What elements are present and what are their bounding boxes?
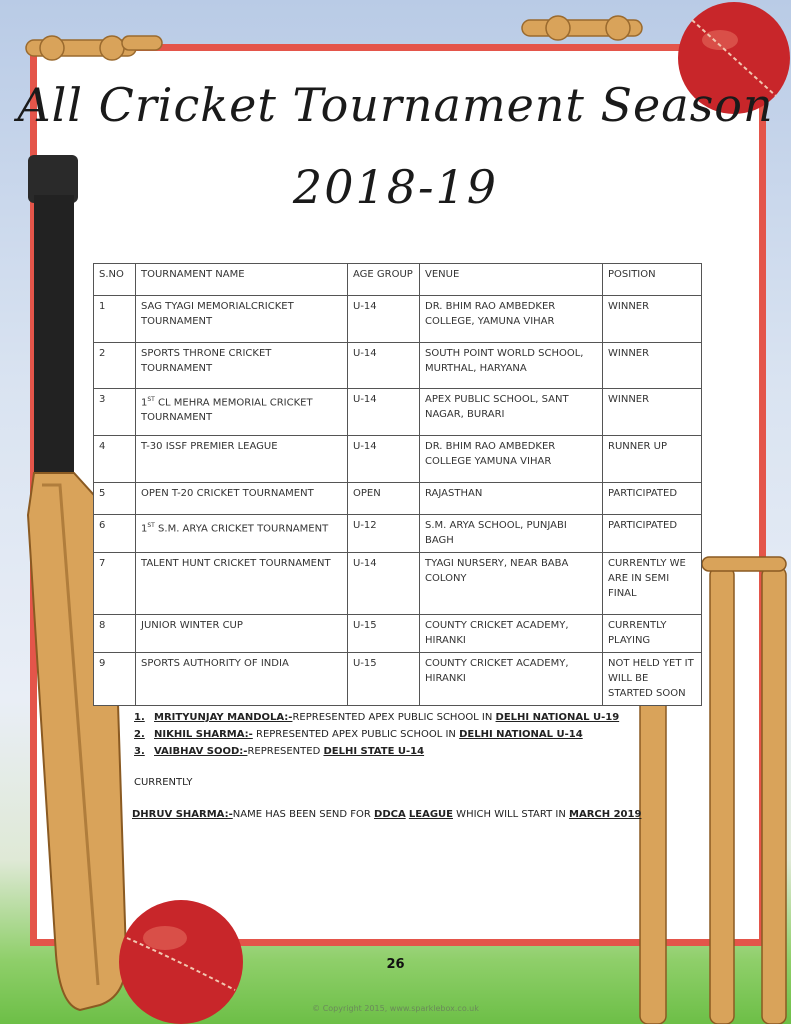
cell-age: U-15 [348, 653, 420, 706]
note-text: WHICH WILL START IN [453, 809, 570, 820]
note-text: REPRESENTED APEX PUBLIC SCHOOL IN [292, 712, 496, 723]
ordinal-number: 1 [141, 397, 148, 409]
note-person: NIKHIL SHARMA:- [154, 729, 253, 740]
note-highlight: DDCA [374, 809, 406, 820]
table-row [94, 483, 702, 515]
cell-name-text: CL MEHRA MEMORIAL CRICKET TOURNAMENT [141, 397, 313, 424]
cell-sno: 8 [94, 615, 136, 653]
cell-sno: 6 [94, 515, 136, 553]
cell-age: U-14 [348, 436, 420, 483]
header-sno: S.NO [94, 264, 136, 296]
note-highlight: LEAGUE [408, 809, 453, 820]
cell-sno: 1 [94, 296, 136, 343]
note-highlight: DELHI STATE U-14 [323, 746, 425, 757]
table-row [94, 343, 702, 389]
cell-venue: S.M. ARYA SCHOOL, PUNJABI BAGH [420, 515, 603, 553]
cell-age: U-15 [348, 615, 420, 653]
note-text: NAME HAS BEEN SEND FOR [232, 809, 375, 820]
cell-sno: 7 [94, 553, 136, 615]
cell-venue: SOUTH POINT WORLD SCHOOL, MURTHAL, HARYANA [420, 343, 603, 389]
table-row [94, 389, 702, 436]
dhruv-note [132, 809, 641, 820]
note-highlight: MARCH 2019 [569, 809, 642, 820]
table-header-row [94, 264, 702, 296]
list-item [134, 746, 619, 763]
table-row [94, 653, 702, 706]
list-item [134, 712, 619, 729]
cell-position: CURRENTLY WE ARE IN SEMI FINAL [603, 553, 702, 615]
cell-position: PARTICIPATED [603, 483, 702, 515]
cell-name: SPORTS AUTHORITY OF INDIA [136, 653, 348, 706]
page-title: All Cricket Tournament Season [17, 78, 774, 132]
cell-name [136, 389, 348, 436]
note-highlight: DELHI NATIONAL U-19 [495, 712, 620, 723]
cell-name [136, 515, 348, 553]
tournament-table [93, 263, 702, 706]
cell-venue: DR. BHIM RAO AMBEDKER COLLEGE YAMUNA VIHAR [420, 436, 603, 483]
cell-name-text: S.M. ARYA CRICKET TOURNAMENT [154, 523, 329, 535]
cell-sno: 5 [94, 483, 136, 515]
cell-venue: APEX PUBLIC SCHOOL, SANT NAGAR, BURARI [420, 389, 603, 436]
cell-sno: 4 [94, 436, 136, 483]
cell-position: WINNER [603, 296, 702, 343]
note-number: 2. [134, 729, 145, 740]
copyright-text: © Copyright 2015, www.sparklebox.co.uk [312, 1004, 479, 1013]
page-number: 26 [386, 957, 405, 972]
cell-position: WINNER [603, 389, 702, 436]
note-highlight: DELHI NATIONAL U-14 [459, 729, 583, 740]
cell-age: U-14 [348, 553, 420, 615]
cell-name: T-30 ISSF PREMIER LEAGUE [136, 436, 348, 483]
table-row [94, 515, 702, 553]
ordinal-suffix: ST [147, 396, 155, 403]
cell-name: SAG TYAGI MEMORIALCRICKET TOURNAMENT [136, 296, 348, 343]
list-item [134, 729, 619, 746]
cell-position: PARTICIPATED [603, 515, 702, 553]
ordinal-suffix: ST [147, 522, 155, 529]
header-position: POSITION [603, 264, 702, 296]
cell-position: CURRENTLY PLAYING [603, 615, 702, 653]
table-row [94, 436, 702, 483]
cell-name: SPORTS THRONE CRICKET TOURNAMENT [136, 343, 348, 389]
cell-venue: COUNTY CRICKET ACADEMY, HIRANKI [420, 653, 603, 706]
cell-venue: DR. BHIM RAO AMBEDKER COLLEGE, YAMUNA VIHAR [420, 296, 603, 343]
header-tournament-name: TOURNAMENT NAME [136, 264, 348, 296]
currently-label: CURRENTLY [134, 777, 193, 788]
cell-age: OPEN [348, 483, 420, 515]
header-age-group: AGE GROUP [348, 264, 420, 296]
note-person: VAIBHAV SOOD:- [154, 746, 248, 757]
top-left-bails-icon [22, 22, 172, 66]
player-notes-list [134, 712, 619, 763]
cell-age: U-12 [348, 515, 420, 553]
cell-venue: RAJASTHAN [420, 483, 603, 515]
top-right-bails-icon [518, 10, 658, 54]
cell-name: JUNIOR WINTER CUP [136, 615, 348, 653]
season-year: 2018-19 [292, 160, 499, 214]
cell-name: TALENT HUNT CRICKET TOURNAMENT [136, 553, 348, 615]
cell-venue: COUNTY CRICKET ACADEMY, HIRANKI [420, 615, 603, 653]
cell-position: RUNNER UP [603, 436, 702, 483]
cell-position: NOT HELD YET IT WILL BE STARTED SOON [603, 653, 702, 706]
note-text: REPRESENTED [247, 746, 324, 757]
cell-sno: 2 [94, 343, 136, 389]
cell-age: U-14 [348, 389, 420, 436]
table-row [94, 553, 702, 615]
ordinal-number: 1 [141, 523, 148, 535]
cell-venue: TYAGI NURSERY, NEAR BABA COLONY [420, 553, 603, 615]
note-person: DHRUV SHARMA:- [132, 809, 233, 820]
cell-age: U-14 [348, 296, 420, 343]
table-row [94, 615, 702, 653]
note-text: REPRESENTED APEX PUBLIC SCHOOL IN [252, 729, 460, 740]
cell-sno: 3 [94, 389, 136, 436]
table-row [94, 296, 702, 343]
header-venue: VENUE [420, 264, 603, 296]
cell-sno: 9 [94, 653, 136, 706]
cell-age: U-14 [348, 343, 420, 389]
cell-name: OPEN T-20 CRICKET TOURNAMENT [136, 483, 348, 515]
note-number: 1. [134, 712, 145, 723]
note-number: 3. [134, 746, 145, 757]
cell-position: WINNER [603, 343, 702, 389]
note-person: MRITYUNJAY MANDOLA:- [154, 712, 293, 723]
